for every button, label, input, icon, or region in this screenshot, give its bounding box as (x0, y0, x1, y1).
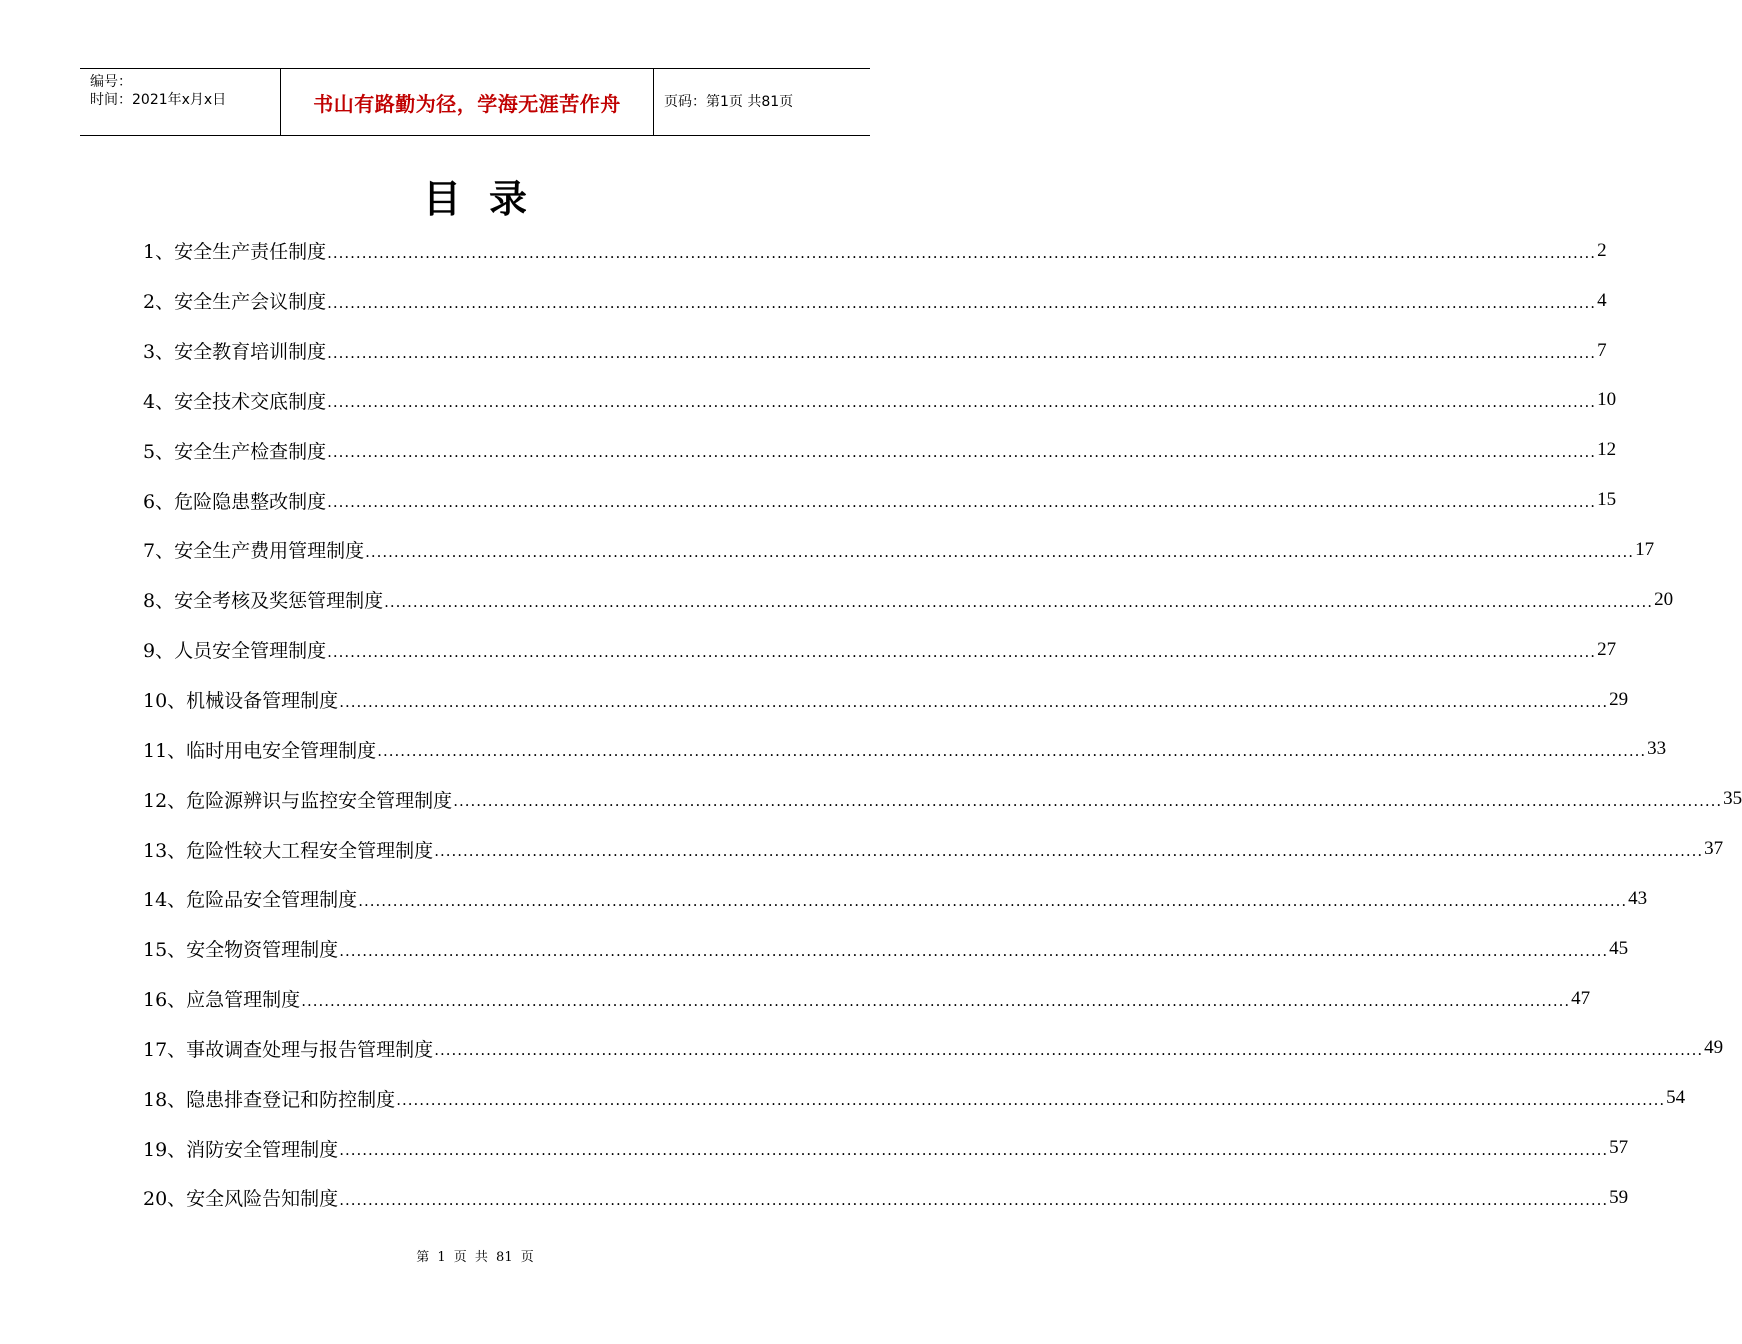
toc-entry[interactable] (143, 1073, 1686, 1123)
toc-entry[interactable] (143, 774, 1742, 824)
toc-dot-leader: ............................................................................................................................................................................................................................ (377, 742, 1647, 761)
toc-entry-label: 4、安全技术交底制度 (143, 390, 327, 413)
toc-entry-label: 12、危险源辨识与监控安全管理制度 (143, 789, 453, 812)
toc-entry-label: 11、临时用电安全管理制度 (143, 739, 377, 762)
toc-entry[interactable] (143, 575, 1674, 625)
toc-entry[interactable] (143, 824, 1724, 874)
toc-dot-leader: ............................................................................................................................................................................................................................ (327, 343, 1597, 362)
toc-entry-page: 35 (1723, 788, 1742, 810)
toc-entry-label: 17、事故调查处理与报告管理制度 (143, 1038, 434, 1061)
toc-entry-label: 9、人员安全管理制度 (143, 640, 327, 663)
toc-dot-leader: ............................................................................................................................................................................................................................ (327, 493, 1597, 512)
toc-entry-page: 29 (1609, 688, 1629, 710)
toc-entry-page: 54 (1666, 1087, 1686, 1109)
toc-entry-page: 20 (1654, 588, 1674, 610)
toc-entry-label: 3、安全教育培训制度 (143, 341, 327, 364)
toc-entry-page: 33 (1647, 738, 1667, 760)
header-meta-cell (80, 69, 281, 135)
page-title: 目录 (422, 177, 555, 221)
toc-dot-leader: ............................................................................................................................................................................................................................ (301, 991, 1571, 1010)
toc-entry-label: 1、安全生产责任制度 (143, 241, 327, 264)
toc-entry[interactable] (143, 724, 1667, 774)
toc-entry[interactable] (143, 226, 1607, 276)
toc-entry-page: 2 (1597, 239, 1607, 261)
toc-dot-leader: ............................................................................................................................................................................................................................ (396, 1091, 1666, 1110)
toc-entry-page: 4 (1597, 289, 1607, 311)
table-of-contents (143, 226, 1742, 1223)
toc-entry-page: 47 (1571, 987, 1591, 1009)
toc-entry[interactable] (143, 326, 1607, 376)
toc-dot-leader: ............................................................................................................................................................................................................................ (339, 1190, 1609, 1209)
toc-dot-leader: ............................................................................................................................................................................................................................ (384, 592, 1654, 611)
toc-entry-label: 18、隐患排查登记和防控制度 (143, 1088, 396, 1111)
motto-text: 书山有路勤为径，学海无涯苦作舟 (313, 91, 621, 116)
toc-dot-leader: ............................................................................................................................................................................................................................ (358, 891, 1628, 910)
toc-entry-page: 15 (1597, 489, 1617, 511)
toc-entry[interactable] (143, 1024, 1724, 1074)
toc-entry[interactable] (143, 974, 1591, 1024)
toc-entry[interactable] (143, 675, 1629, 725)
header-page-info: 页码：第1页 共81页 (664, 94, 794, 110)
toc-dot-leader: ............................................................................................................................................................................................................................ (453, 792, 1723, 811)
toc-entry-page: 27 (1597, 638, 1617, 660)
toc-entry[interactable] (143, 1173, 1629, 1223)
toc-dot-leader: ............................................................................................................................................................................................................................ (434, 842, 1704, 861)
toc-dot-leader: ............................................................................................................................................................................................................................ (327, 393, 1597, 412)
toc-entry[interactable] (143, 525, 1655, 575)
toc-entry-page: 7 (1597, 339, 1607, 361)
page-footer: 第 1 页 共 81 页 (416, 1250, 534, 1265)
toc-entry-label: 13、危险性较大工程安全管理制度 (143, 839, 434, 862)
toc-entry[interactable] (143, 1123, 1629, 1173)
toc-entry-page: 37 (1704, 838, 1724, 860)
toc-entry-label: 8、安全考核及奖惩管理制度 (143, 590, 384, 613)
header-page-cell (654, 69, 870, 135)
toc-entry-label: 16、应急管理制度 (143, 989, 301, 1012)
toc-entry-page: 10 (1597, 389, 1617, 411)
toc-dot-leader: ............................................................................................................................................................................................................................ (327, 293, 1597, 312)
toc-dot-leader: ............................................................................................................................................................................................................................ (327, 642, 1597, 661)
toc-entry-label: 5、安全生产检查制度 (143, 440, 327, 463)
toc-entry-page: 57 (1609, 1137, 1629, 1159)
toc-entry-page: 49 (1704, 1037, 1724, 1059)
toc-dot-leader: ............................................................................................................................................................................................................................ (339, 1141, 1609, 1160)
toc-dot-leader: ............................................................................................................................................................................................................................ (339, 692, 1609, 711)
toc-entry[interactable] (143, 276, 1607, 326)
toc-entry-label: 10、机械设备管理制度 (143, 690, 339, 713)
page-header (80, 68, 870, 136)
toc-entry-label: 14、危险品安全管理制度 (143, 889, 358, 912)
toc-entry-label: 15、安全物资管理制度 (143, 939, 339, 962)
toc-dot-leader: ............................................................................................................................................................................................................................ (327, 443, 1597, 462)
toc-dot-leader: ............................................................................................................................................................................................................................ (365, 542, 1635, 561)
toc-entry[interactable] (143, 475, 1617, 525)
toc-entry-label: 2、安全生产会议制度 (143, 291, 327, 314)
toc-entry-page: 45 (1609, 937, 1629, 959)
serial-number-label: 编号： (90, 74, 132, 90)
toc-dot-leader: ............................................................................................................................................................................................................................ (327, 243, 1597, 262)
toc-dot-leader: ............................................................................................................................................................................................................................ (434, 1041, 1704, 1060)
toc-entry-page: 12 (1597, 439, 1617, 461)
toc-entry-label: 7、安全生产费用管理制度 (143, 540, 365, 563)
toc-entry[interactable] (143, 874, 1648, 924)
toc-dot-leader: ............................................................................................................................................................................................................................ (339, 941, 1609, 960)
toc-entry-label: 6、危险隐患整改制度 (143, 490, 327, 513)
header-motto-cell (281, 69, 654, 135)
toc-entry[interactable] (143, 924, 1629, 974)
toc-entry-page: 43 (1628, 887, 1648, 909)
toc-entry-label: 19、消防安全管理制度 (143, 1138, 339, 1161)
date-label: 时间：2021年x月x日 (90, 92, 227, 108)
toc-entry[interactable] (143, 376, 1617, 426)
toc-entry[interactable] (143, 625, 1617, 675)
toc-entry-label: 20、安全风险告知制度 (143, 1188, 339, 1211)
toc-entry[interactable] (143, 425, 1617, 475)
toc-entry-page: 59 (1609, 1186, 1629, 1208)
toc-entry-page: 17 (1635, 538, 1655, 560)
